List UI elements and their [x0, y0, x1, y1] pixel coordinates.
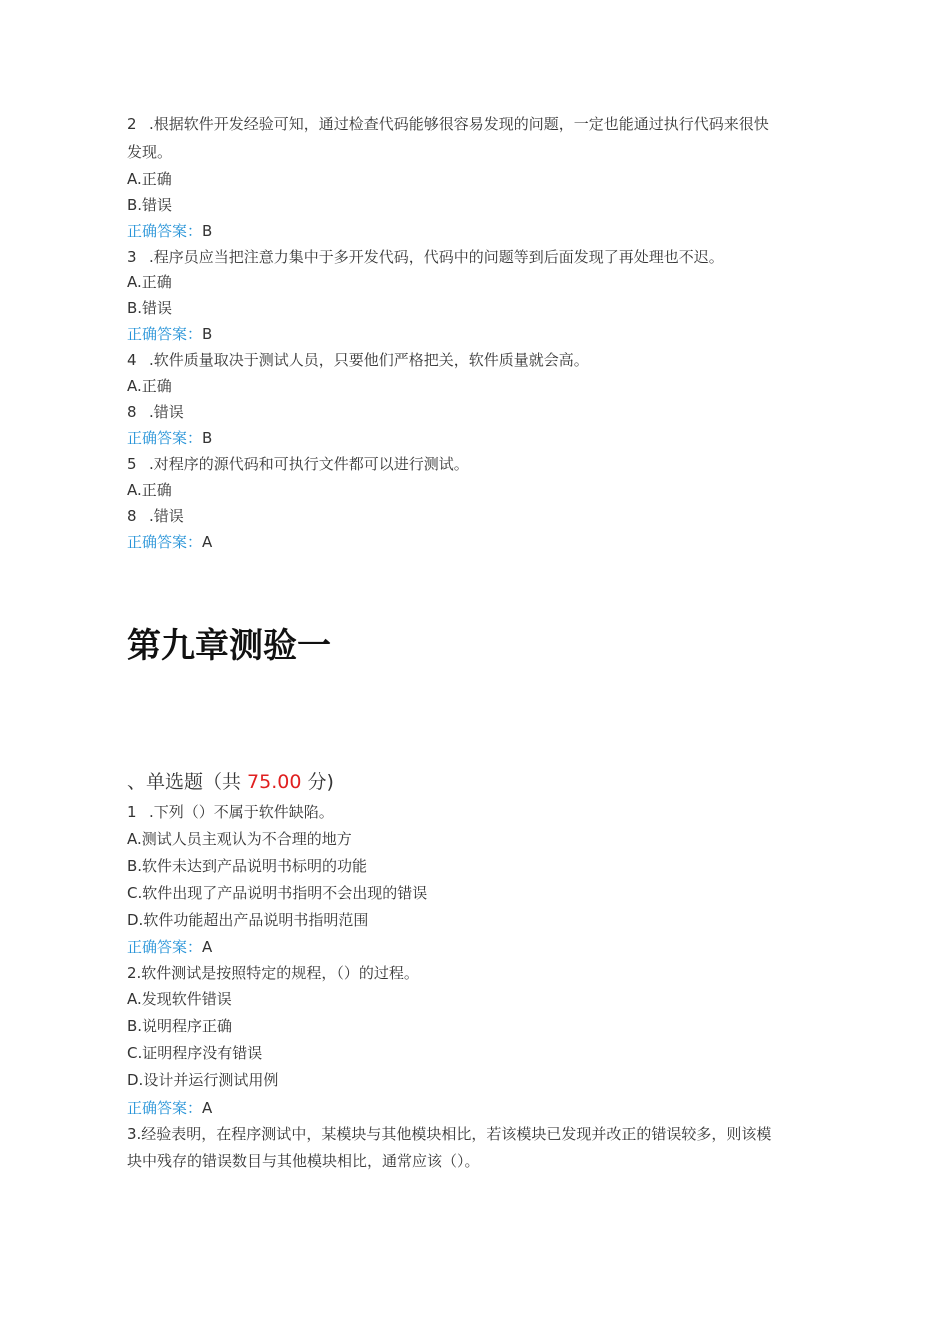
sc-question-2-option-a: A.发现软件错误	[127, 990, 232, 1008]
question-5-answer: 正确答案：A	[127, 533, 213, 551]
question-5-option-b: 8 .错误	[127, 507, 184, 525]
sc-question-1-option-b: B.软件未达到产品说明书标明的功能	[127, 857, 368, 875]
question-4-text: 4 .软件质量取决于测试人员，只要他们严格把关，软件质量就会高。	[127, 351, 589, 369]
question-3-answer: 正确答案：B	[127, 325, 213, 343]
chapter-title: 第九章测验一	[127, 626, 331, 666]
question-2-option-a: A.正确	[127, 170, 172, 188]
sc-question-2-option-b: B.说明程序正确	[127, 1017, 233, 1035]
question-4-option-a: A.正确	[127, 377, 172, 395]
question-2-answer: 正确答案：B	[127, 222, 213, 240]
question-4-answer: 正确答案：B	[127, 429, 213, 447]
sc-question-1-option-a: A.测试人员主观认为不合理的地方	[127, 830, 352, 848]
sc-question-2-option-c: C.证明程序没有错误	[127, 1044, 263, 1062]
question-2-option-b: B.错误	[127, 196, 173, 214]
sc-question-1-option-d: D.软件功能超出产品说明书指明范围	[127, 911, 369, 929]
section-score: 75.00	[247, 771, 302, 793]
sc-question-2-answer: 正确答案：A	[127, 1099, 213, 1117]
sc-question-2-option-d: D.设计并运行测试用例	[127, 1071, 279, 1089]
question-3-option-a: A.正确	[127, 273, 172, 291]
section-heading: 、单选题（共 75.00 分)	[127, 771, 334, 793]
question-3-text: 3 .程序员应当把注意力集中于多开发代码，代码中的问题等到后面发现了再处理也不迟。	[127, 248, 724, 266]
question-2-text-cont: 发现。	[127, 143, 173, 161]
question-5-text: 5 .对程序的源代码和可执行文件都可以进行测试。	[127, 455, 469, 473]
question-4-option-b: 8 .错误	[127, 403, 184, 421]
question-5-option-a: A.正确	[127, 481, 172, 499]
sc-question-1-option-c: C.软件出现了产品说明书指明不会出现的错误	[127, 884, 428, 902]
question-3-option-b: B.错误	[127, 299, 173, 317]
sc-question-1-answer: 正确答案：A	[127, 938, 213, 956]
sc-question-3-text: 3.经验表明，在程序测试中，某模块与其他模块相比，若该模块已发现并改正的错误较多，则该模	[127, 1125, 772, 1143]
sc-question-2-text: 2.软件测试是按照特定的规程，（）的过程。	[127, 964, 419, 982]
question-2-text: 2 .根据软件开发经验可知，通过检查代码能够很容易发现的问题，一定也能通过执行代码来很快	[127, 115, 769, 133]
sc-question-1-text: 1 .下列（）不属于软件缺陷。	[127, 803, 334, 821]
sc-question-3-text-cont: 块中残存的错误数目与其他模块相比，通常应该（）。	[127, 1152, 480, 1170]
